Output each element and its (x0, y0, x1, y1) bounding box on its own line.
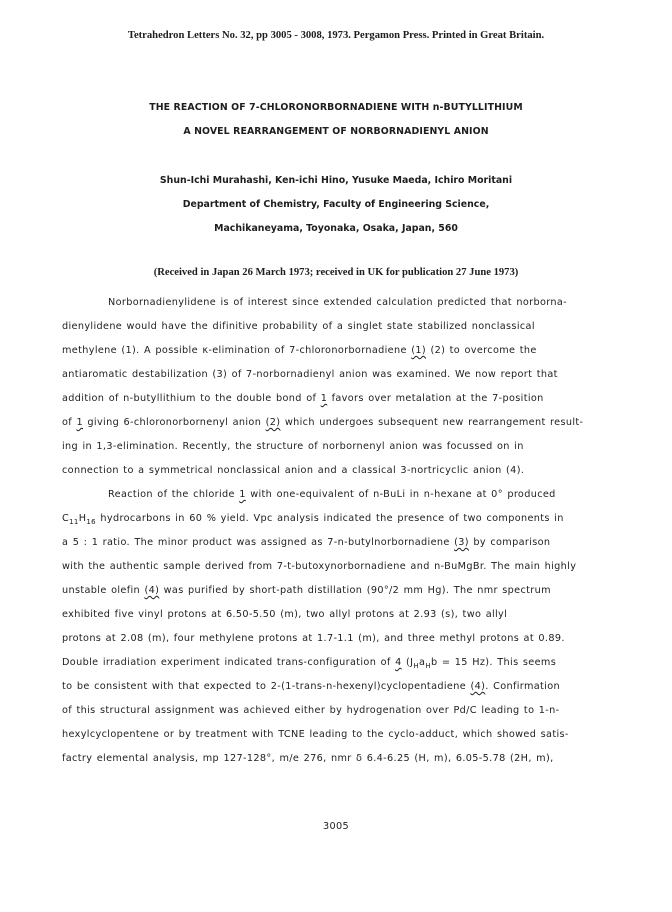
paragraph-2-line: to be consistent with that expected to 2-(1-trans-n-hexenyl)cyclopentadiene (4). Confirmation (62, 681, 560, 692)
paragraph-2-line: hexylcyclopentene or by treatment with TCNE leading to the cyclo-adduct, which showed satis- (62, 729, 569, 740)
compound-ref: (2) (265, 417, 281, 428)
paragraph-1-line: addition of n-butyllithium to the double bond of 1 favors over metalation at the 7-position (62, 393, 544, 404)
paragraph-2-line: protons at 2.08 (m), four methylene protons at 1.7-1.1 (m), and three methyl protons at 0.89. (62, 633, 565, 644)
compound-ref: (1) (411, 345, 427, 356)
compound-ref: 1 (239, 489, 246, 500)
paragraph-2-line: exhibited five vinyl protons at 6.50-5.50 (m), two allyl protons at 2.93 (s), two allyl (62, 609, 508, 620)
paragraph-1-line: Norbornadienylidene is of interest since extended calculation predicted that norborna- (108, 297, 568, 308)
paragraph-2-line: Double irradiation experiment indicated trans-configuration of 4 ($J_Ha_Hb = 15$ Hz). This seems (62, 657, 557, 670)
paragraph-1-line: connection to a symmetrical nonclassical anion and a classical 3-nortricyclic anion (4). (62, 465, 525, 476)
affiliation-line-1: Department of Chemistry, Faculty of Engineering Science, (182, 199, 490, 210)
paragraph-1-line: dienylidene would have the difinitive probability of a singlet state stabilized nonclassical (62, 321, 535, 332)
paragraph-1-line: of 1 giving 6-chloronorbornenyl anion (2) which undergoes subsequent new rearrangement result- (62, 417, 584, 428)
paragraph-2-line: of this structural assignment was achieved either by hydrogenation over Pd/C leading to 1-n- (62, 705, 560, 716)
compound-ref: 1 (320, 393, 328, 404)
paragraph-2-line: a 5 : 1 ratio. The minor product was assigned as 7-n-butylnorbornadiene (3) by comparison (62, 537, 551, 548)
title-line-2: A NOVEL REARRANGEMENT OF NORBORNADIENYL ANION (183, 126, 489, 137)
compound-ref: (3) (454, 537, 469, 548)
received-dates: (Received in Japan 26 March 1973; received in UK for publication 27 June 1973) (153, 267, 519, 278)
compound-ref: 4 (395, 657, 402, 668)
compound-ref: 1 (76, 417, 83, 428)
paragraph-2-line: Reaction of the chloride 1 with one-equivalent of n-BuLi in n-hexane at 0° produced (108, 489, 556, 500)
paragraph-1-line: methylene (1). A possible κ-elimination of 7-chloronorbornadiene (1) (2) to overcome the (62, 345, 537, 356)
paragraph-2-line: with the authentic sample derived from 7-t-butoxynorbornadiene and n-BuMgBr. The main highly (62, 561, 577, 572)
journal-header: Tetrahedron Letters No. 32, pp 3005 - 3008, 1973. Pergamon Press. Printed in Great Britain. (127, 30, 545, 41)
affiliation-line-2: Machikaneyama, Toyonaka, Osaka, Japan, 560 (214, 223, 458, 234)
compound-ref: (4) (144, 585, 160, 596)
paragraph-2-line: unstable olefin (4) was purified by short-path distillation (90°/2 mm Hg). The nmr spectrum (62, 585, 551, 596)
author-list: Shun-Ichi Murahashi, Ken-ichi Hino, Yusuke Maeda, Ichiro Moritani (159, 175, 513, 186)
paragraph-2-line: factry elemental analysis, mp 127-128°, m/e 276, nmr δ 6.4-6.25 (H, m), 6.05-5.78 (2H, m), (62, 753, 554, 764)
page-number: 3005 (322, 821, 350, 832)
compound-ref: (4) (470, 681, 486, 692)
title-line-1: THE REACTION OF 7-CHLORONORBORNADIENE WITH n-BUTYLLITHIUM (149, 102, 523, 113)
paragraph-1-line: ing in 1,3-elimination. Recently, the structure of norbornenyl anion was focussed on in (62, 441, 524, 452)
paragraph-1-line: antiaromatic destabilization (3) of 7-norbornadienyl anion was examined. We now report that (62, 369, 558, 380)
paragraph-2-line: $C_{11}H_{16}$ hydrocarbons in 60 % yield. Vpc analysis indicated the presence of two components in (62, 513, 564, 526)
